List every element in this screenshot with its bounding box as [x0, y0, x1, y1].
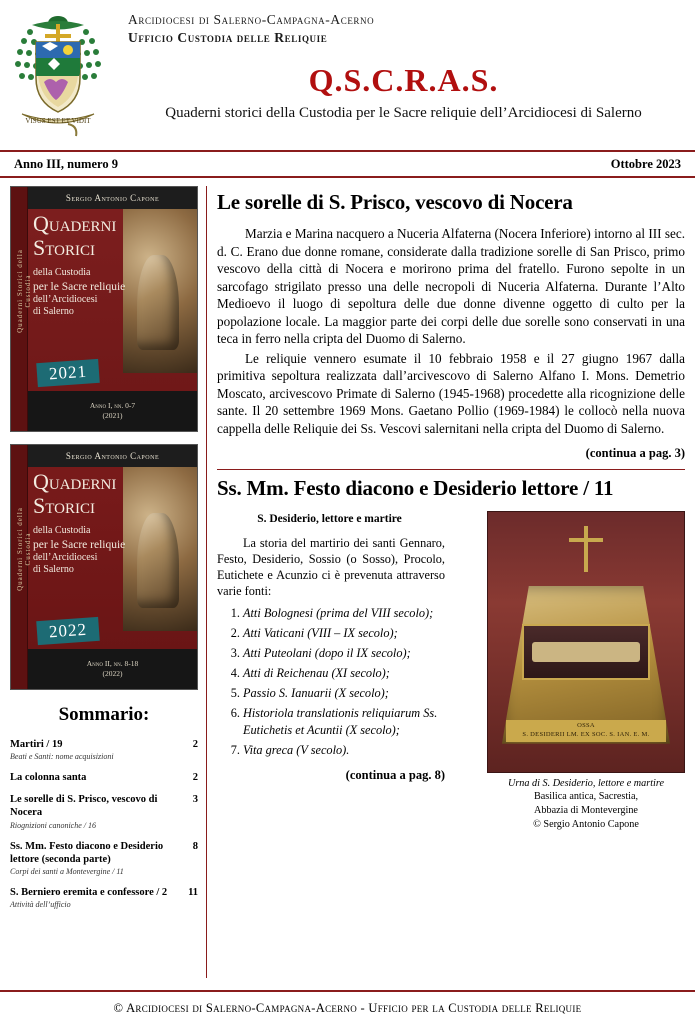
list-item[interactable]	[10, 771, 198, 784]
list-item	[243, 645, 445, 663]
cover-subtitle	[33, 525, 145, 577]
cover-footer-line2: (2021)	[102, 411, 123, 420]
relic-bones	[532, 642, 640, 662]
cover-subtitle-1: della Custodia	[33, 267, 91, 278]
article-paragraph: Marzia e Marina nacquero a Nuceria Alfaterna (Nocera Inferiore) intorno al III sec. d. C. Erano due donne romane, considerate dalla tradizione sorelle di San Prisco, primo vescovo della città di Nocera e morirono prima del fratello. Furono sepolte in un sarcofago strigilato presso una delle necropoli di Nuceria Alfaterna. Durante l’Alto Medioevo il luogo di sepoltura delle due donne divenne oggetto di culto per la popolazione locale. La maggior parte dei corpi delle due sorelle sono conservati in una teca in ferro nella cripta del Duomo di Salerno.	[217, 226, 685, 347]
toc-item-page: 8	[192, 840, 198, 852]
urn-plaque-line1: OSSA	[577, 722, 595, 730]
cover-title-line1: Quaderni	[33, 469, 117, 494]
cover-author: Sergio Antonio Capone	[28, 445, 197, 467]
left-column	[10, 186, 206, 978]
list-item[interactable]	[10, 886, 198, 910]
source-title: Historiola translationis reliquiarum Ss. Eutichetis et Acuntii (X secolo);	[243, 705, 438, 738]
office-name: Ufficio Custodia delle Reliquie	[128, 30, 328, 45]
masthead	[0, 0, 695, 152]
book-cover-2021	[10, 186, 198, 432]
continued-note[interactable]: (continua a pag. 3)	[585, 445, 685, 460]
cover-spine-text: Quaderni Storici della Custodia	[16, 249, 32, 333]
list-item[interactable]	[10, 738, 198, 762]
issue-date: Ottobre 2023	[610, 157, 681, 171]
publication-subtitle: Quaderni storici della Custodia per le Sacre reliquie dell’Arcidiocesi di Salerno	[165, 105, 642, 121]
footer-text: © Arcidiocesi di Salerno-Campagna-Acerno - Ufficio per la Custodia delle Reliquie	[113, 1000, 582, 1015]
article-text-column	[217, 511, 445, 784]
cover-year-badge: 2022	[36, 617, 100, 645]
book-cover-2022	[10, 444, 198, 690]
relic-urn-photo	[487, 511, 685, 773]
cover-subtitle	[33, 267, 145, 319]
toc-item-subtitle: Corpi dei santi a Montevergine / 11	[10, 866, 124, 876]
urn-plaque	[506, 720, 666, 742]
cover-footer-line2: (2022)	[102, 669, 123, 678]
divider	[217, 469, 685, 470]
cover-spine	[11, 187, 32, 431]
figure-caption-line4: © Sergio Antonio Capone	[533, 818, 639, 830]
urn-plaque-line2: S. DESIDERII LM. EX SOC. S. IAN. E. M.	[522, 730, 650, 738]
article-figure	[487, 511, 685, 832]
toc-item-page: 11	[188, 886, 198, 898]
article-heading: Le sorelle di S. Prisco, vescovo di Nocera	[217, 190, 573, 214]
article-sorelle-san-prisco	[217, 190, 685, 461]
cover-subtitle-3: dell’Arcidiocesi	[33, 293, 98, 305]
list-item[interactable]	[10, 793, 198, 830]
cover-subtitle-2: per le Sacre reliquie	[33, 538, 126, 551]
toc-item-subtitle: Beati e Santi: nome acquisizioni	[10, 752, 114, 762]
issue-number: Anno III, numero 9	[14, 157, 118, 171]
publication-acronym: Q.S.C.R.A.S.	[308, 62, 499, 98]
article-subheading: S. Desiderio, lettore e martire	[257, 512, 402, 525]
article-body	[217, 511, 685, 832]
masthead-text	[128, 6, 679, 122]
list-item	[243, 625, 445, 643]
list-item[interactable]	[10, 840, 198, 877]
toc-item-subtitle: Riognizioni canoniche / 16	[10, 820, 96, 830]
cover-footer	[28, 391, 197, 431]
list-item	[243, 665, 445, 683]
continued-note[interactable]: (continua a pag. 8)	[345, 768, 445, 783]
archdiocese-name: Arcidiocesi di Salerno-Campagna-Acerno	[128, 12, 375, 27]
list-item	[243, 742, 445, 760]
sources-list	[217, 605, 445, 760]
source-title: Atti Puteolani (dopo il IX secolo);	[243, 646, 411, 661]
cover-subtitle-4: di Salerno	[33, 306, 74, 318]
list-item	[243, 705, 445, 741]
cover-subtitle-3: dell’Arcidiocesi	[33, 551, 98, 563]
cover-title-line2: Storici	[33, 235, 95, 260]
cover-year-badge: 2021	[36, 359, 100, 387]
cover-author: Sergio Antonio Capone	[28, 187, 197, 209]
toc-item-title: La colonna santa	[10, 772, 87, 784]
source-title: Passio S. Ianuarii (X secolo);	[243, 685, 389, 700]
svg-text:VISUS EST ET VIDIT: VISUS EST ET VIDIT	[25, 117, 91, 125]
cover-subtitle-2: per le Sacre reliquie	[33, 280, 126, 293]
toc-item-page: 2	[192, 739, 198, 750]
toc-item-title: Ss. Mm. Festo diacono e Desiderio lettore (seconda parte)	[10, 840, 164, 865]
toc-item-title: Martiri / 19	[10, 739, 63, 750]
cover-title-area	[33, 213, 145, 319]
source-title: Vita greca (V secolo).	[243, 743, 350, 758]
table-of-contents	[10, 738, 198, 910]
source-title: Atti di Reichenau (XI secolo);	[243, 665, 390, 680]
toc-item-page: 3	[192, 794, 198, 806]
cross-icon	[584, 526, 588, 572]
figure-caption-line3: Abbazia di Montevergine	[534, 805, 638, 817]
cover-subtitle-4: di Salerno	[33, 564, 74, 576]
list-item	[243, 685, 445, 703]
article-festo-desiderio	[217, 476, 685, 832]
article-paragraph: La storia del martirio dei santi Gennaro, Festo, Desiderio, Sossio (o Sosso), Procolo, Eutichete e Acunzio ci è prevenuta attraverso varie fonti:	[217, 535, 445, 599]
cover-subtitle-1: della Custodia	[33, 525, 91, 536]
sommario-heading: Sommario:	[58, 704, 150, 725]
article-paragraph: Le reliquie vennero esumate il 10 febbraio 1958 e il 27 giugno 1967 dalla primitiva sepoltura realizzata dall’arcivescovo di Salerno Alfano I. Mons. Demetrio Moscato, arcivescovo Primate di Salerno (1945-1968) procedette alla ricognizione delle sante. Il 20 settembre 1969 Mons. Gaetano Pollio (1969-1984) le collocò nella nuova cappella delle Reliquie dei Ss. Vescovi salernitani nella cripta del Duomo di Salerno.	[217, 350, 685, 437]
cover-title-area	[33, 471, 145, 577]
cover-title-line2: Storici	[33, 493, 95, 518]
source-title: Atti Bolognesi (prima del VIII secolo);	[243, 606, 434, 621]
article-heading: Ss. Mm. Festo diacono e Desiderio lettore / 11	[217, 475, 614, 500]
cover-spine-text: Quaderni Storici della Custodia	[16, 507, 32, 591]
list-item	[243, 605, 445, 623]
content-body	[0, 178, 695, 978]
toc-item-page: 2	[192, 772, 198, 784]
right-column	[206, 186, 685, 978]
figure-caption-line1: Urna di S. Desiderio, lettore e martire	[507, 777, 664, 789]
source-title: Atti Vaticani (VIII – IX secolo);	[243, 626, 398, 641]
cover-footer-line1: Anno I, nn. 0-7	[89, 400, 136, 410]
cover-title-line1: Quaderni	[33, 211, 117, 236]
figure-caption	[487, 777, 685, 832]
coat-of-arms-icon	[12, 6, 104, 138]
toc-item-title: Le sorelle di S. Prisco, vescovo di Nocera	[10, 794, 158, 819]
issue-bar	[0, 152, 695, 178]
toc-item-subtitle: Attività dell’ufficio	[10, 899, 71, 909]
cover-spine	[11, 445, 32, 689]
cover-footer-line1: Anno II, nn. 8-18	[86, 658, 139, 668]
cover-footer	[28, 649, 197, 689]
figure-caption-line2: Basilica antica, Sacrestia,	[533, 791, 639, 803]
page-footer	[0, 990, 695, 1024]
toc-item-title: S. Berniero eremita e confessore / 2	[10, 886, 168, 898]
